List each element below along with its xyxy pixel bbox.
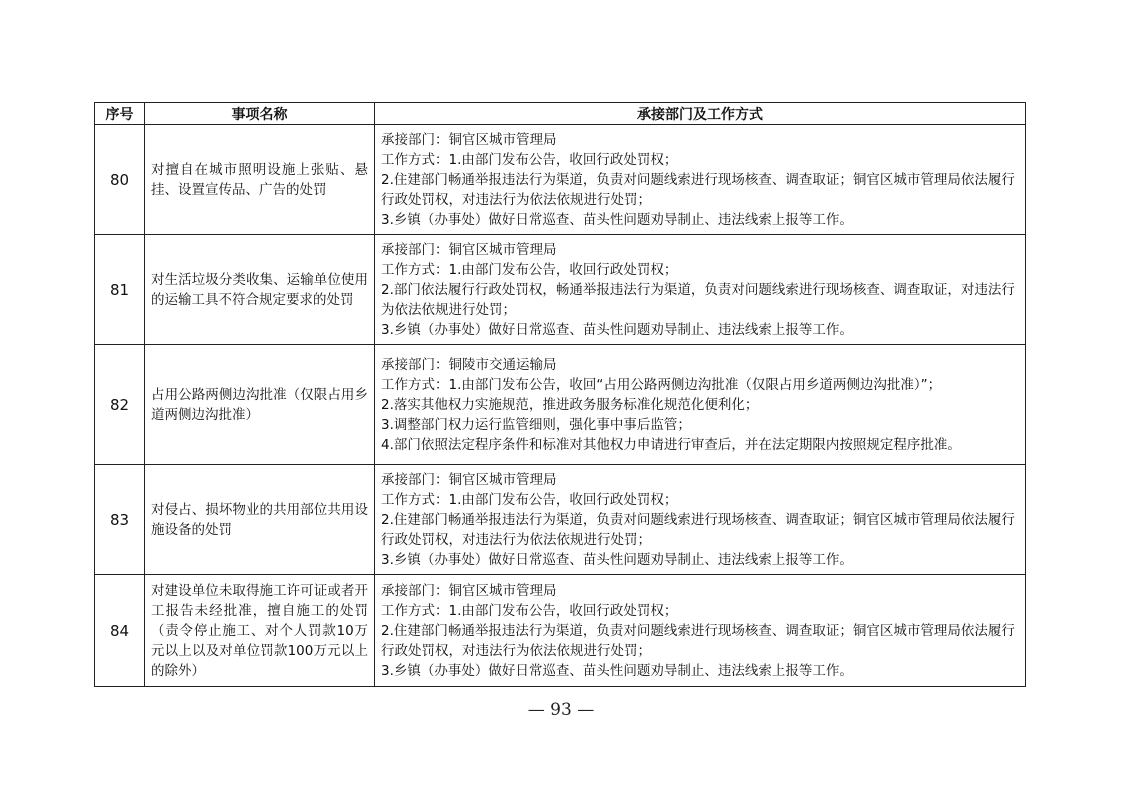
dept-method-line: 工作方式：1.由部门发布公告，收回“占用公路两侧边沟批准（仅限占用乡道两侧边沟批准）”； bbox=[381, 376, 942, 393]
dept-method-line: 承接部门：铜官区城市管理局 bbox=[381, 241, 557, 258]
dept-method-line: 2.落实其他权力实施规范，推进政务服务标准化规范化便利化； bbox=[381, 396, 759, 413]
header-dept-method: 承接部门及工作方式 bbox=[375, 103, 1026, 125]
dept-method-line: 3.乡镇（办事处）做好日常巡查、苗头性问题劝导制止、违法线索上报等工作。 bbox=[381, 321, 853, 338]
table-row bbox=[95, 465, 1026, 575]
dept-method-line: 工作方式：1.由部门发布公告，收回行政处罚权； bbox=[381, 491, 678, 508]
dept-method-line: 2.住建部门畅通举报违法行为渠道，负责对问题线索进行现场核查、调查取证；铜官区城市管理局依法履行行政处罚权，对违法行为依法依规进行处罚； bbox=[381, 622, 1015, 659]
dept-method-line: 3.乡镇（办事处）做好日常巡查、苗头性问题劝导制止、违法线索上报等工作。 bbox=[381, 662, 853, 679]
dept-method-line: 2.部门依法履行行政处罚权，畅通举报违法行为渠道，负责对问题线索进行现场核查、调查取证，对违法行为依法依规进行处罚； bbox=[381, 281, 1015, 318]
dept-method-line: 承接部门：铜官区城市管理局 bbox=[381, 582, 557, 599]
row-seq: 82 bbox=[95, 345, 145, 465]
dept-method-line: 工作方式：1.由部门发布公告，收回行政处罚权； bbox=[381, 602, 678, 619]
dept-method-line: 3.调整部门权力运行监管细则，强化事中事后监管； bbox=[381, 416, 691, 433]
row-dept-method bbox=[375, 345, 1026, 465]
table-row bbox=[95, 235, 1026, 345]
row-item-name: 对生活垃圾分类收集、运输单位使用的运输工具不符合规定要求的处罚 bbox=[145, 235, 375, 345]
table-body bbox=[95, 125, 1026, 687]
dept-method-line: 承接部门：铜官区城市管理局 bbox=[381, 471, 557, 488]
items-table bbox=[94, 102, 1026, 687]
header-item-name: 事项名称 bbox=[145, 103, 375, 125]
table-header-row bbox=[95, 103, 1026, 125]
row-dept-method bbox=[375, 465, 1026, 575]
row-item-name: 对擅自在城市照明设施上张贴、悬挂、设置宣传品、广告的处罚 bbox=[145, 125, 375, 235]
dept-method-line: 4.部门依照法定程序条件和标准对其他权力申请进行审查后，并在法定期限内按照规定程序批准。 bbox=[381, 436, 961, 453]
row-dept-method bbox=[375, 235, 1026, 345]
row-item-name: 对侵占、损坏物业的共用部位共用设施设备的处罚 bbox=[145, 465, 375, 575]
dept-method-line: 3.乡镇（办事处）做好日常巡查、苗头性问题劝导制止、违法线索上报等工作。 bbox=[381, 551, 853, 568]
dept-method-line: 承接部门：铜官区城市管理局 bbox=[381, 131, 557, 148]
row-seq: 80 bbox=[95, 125, 145, 235]
header-seq: 序号 bbox=[95, 103, 145, 125]
row-item-name: 对建设单位未取得施工许可证或者开工报告未经批准，擅自施工的处罚（责令停止施工、对个人罚款10万元以上以及对单位罚款100万元以上的除外） bbox=[145, 575, 375, 687]
dept-method-line: 工作方式：1.由部门发布公告，收回行政处罚权； bbox=[381, 261, 678, 278]
dept-method-line: 2.住建部门畅通举报违法行为渠道，负责对问题线索进行现场核查、调查取证；铜官区城市管理局依法履行行政处罚权，对违法行为依法依规进行处罚； bbox=[381, 171, 1015, 208]
row-dept-method bbox=[375, 575, 1026, 687]
table-row bbox=[95, 575, 1026, 687]
dept-method-line: 承接部门：铜陵市交通运输局 bbox=[381, 356, 557, 373]
row-item-name: 占用公路两侧边沟批准（仅限占用乡道两侧边沟批准） bbox=[145, 345, 375, 465]
row-seq: 84 bbox=[95, 575, 145, 687]
page-number: — 93 — bbox=[527, 700, 595, 720]
dept-method-line: 3.乡镇（办事处）做好日常巡查、苗头性问题劝导制止、违法线索上报等工作。 bbox=[381, 211, 853, 228]
row-dept-method bbox=[375, 125, 1026, 235]
row-seq: 81 bbox=[95, 235, 145, 345]
table-row bbox=[95, 345, 1026, 465]
dept-method-line: 2.住建部门畅通举报违法行为渠道，负责对问题线索进行现场核查、调查取证；铜官区城市管理局依法履行行政处罚权，对违法行为依法依规进行处罚； bbox=[381, 511, 1015, 548]
table-row bbox=[95, 125, 1026, 235]
row-seq: 83 bbox=[95, 465, 145, 575]
dept-method-line: 工作方式：1.由部门发布公告，收回行政处罚权； bbox=[381, 151, 678, 168]
